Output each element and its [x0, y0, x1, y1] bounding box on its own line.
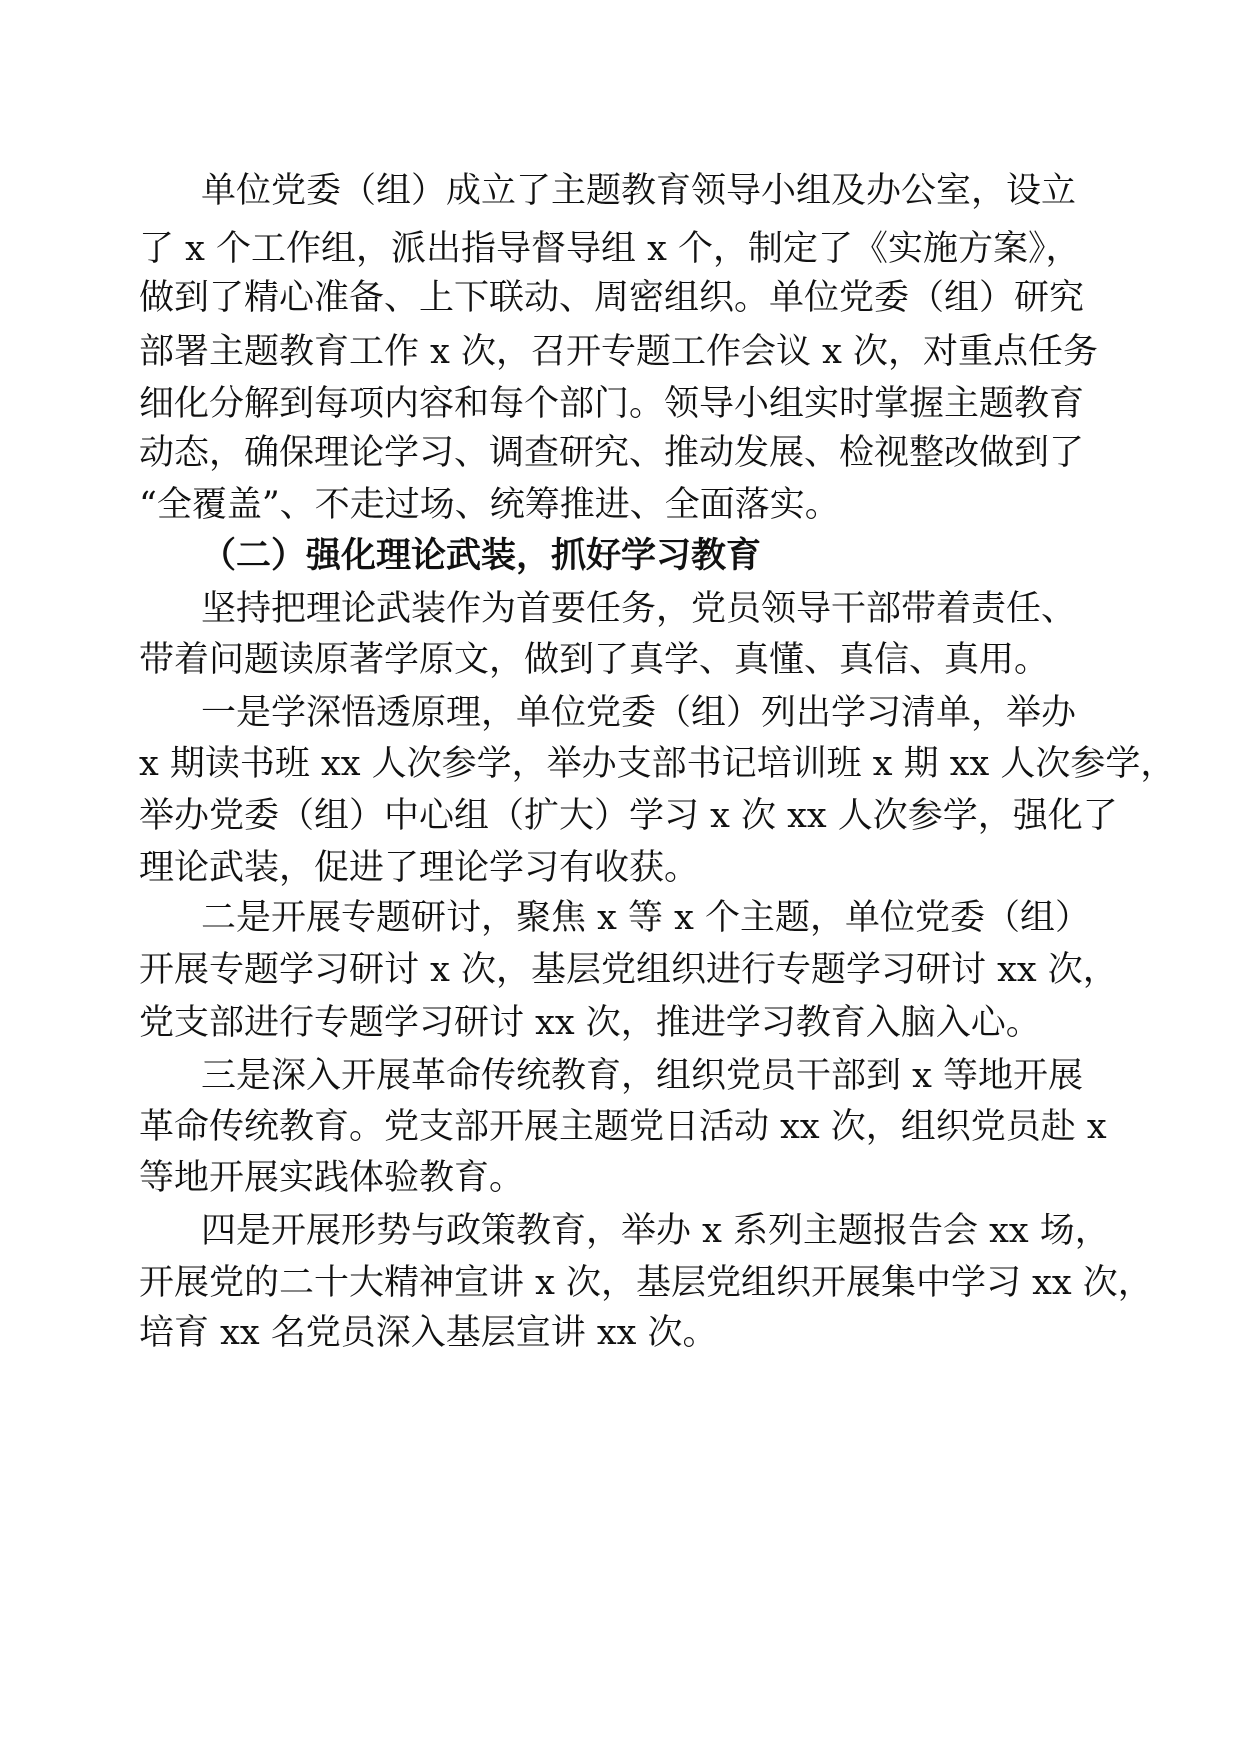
text-line: 四是开展形势与政策教育，举办 x 系列主题报告会 xx 场，: [201, 1211, 1110, 1251]
text-line: 了 x 个工作组，派出指导督导组 x 个，制定了《实施方案》，: [139, 229, 1081, 269]
text-line: 等地开展实践体验教育。: [139, 1158, 525, 1198]
text-line: 做到了精心准备、上下联动、周密组织。单位党委（组）研究: [139, 278, 1085, 318]
text-line: x 期读书班 xx 人次参学，举办支部书记培训班 x 期 xx 人次参学，: [139, 744, 1176, 784]
text-line: 二是开展专题研讨，聚焦 x 等 x 个主题，单位党委（组）: [201, 898, 1090, 938]
text-line: 理论武装，促进了理论学习有收获。: [139, 848, 700, 888]
text-line: 细化分解到每项内容和每个部门。领导小组实时掌握主题教育: [139, 384, 1085, 424]
text-line: 单位党委（组）成立了主题教育领导小组及办公室，设立: [201, 171, 1077, 211]
text-line: 坚持把理论武装作为首要任务，党员领导干部带着责任、: [201, 589, 1077, 629]
section-heading: （二）强化理论武装，抓好学习教育: [201, 536, 762, 576]
text-line: 开展专题学习研讨 x 次，基层党组织进行专题学习研讨 xx 次，: [139, 950, 1118, 990]
text-line: 培育 xx 名党员深入基层宣讲 xx 次。: [139, 1313, 718, 1353]
text-line: 举办党委（组）中心组（扩大）学习 x 次 xx 人次参学，强化了: [139, 796, 1118, 836]
text-line: 部署主题教育工作 x 次，召开专题工作会议 x 次，对重点任务: [139, 332, 1098, 372]
text-line: 开展党的二十大精神宣讲 x 次，基层党组织开展集中学习 xx 次，: [139, 1263, 1153, 1303]
text-line: 带着问题读原著学原文，做到了真学、真懂、真信、真用。: [139, 640, 1050, 680]
text-line: 一是学深悟透原理，单位党委（组）列出学习清单，举办: [201, 693, 1077, 733]
text-line: 三是深入开展革命传统教育，组织党员干部到 x 等地开展: [201, 1056, 1083, 1096]
text-line: “全覆盖”、不走过场、统筹推进、全面落实。: [139, 485, 840, 525]
text-line: 革命传统教育。党支部开展主题党日活动 xx 次，组织党员赴 x: [139, 1107, 1107, 1147]
text-line: 动态，确保理论学习、调查研究、推动发展、检视整改做到了: [139, 433, 1085, 473]
text-line: 党支部进行专题学习研讨 xx 次，推进学习教育入脑入心。: [139, 1003, 1041, 1043]
